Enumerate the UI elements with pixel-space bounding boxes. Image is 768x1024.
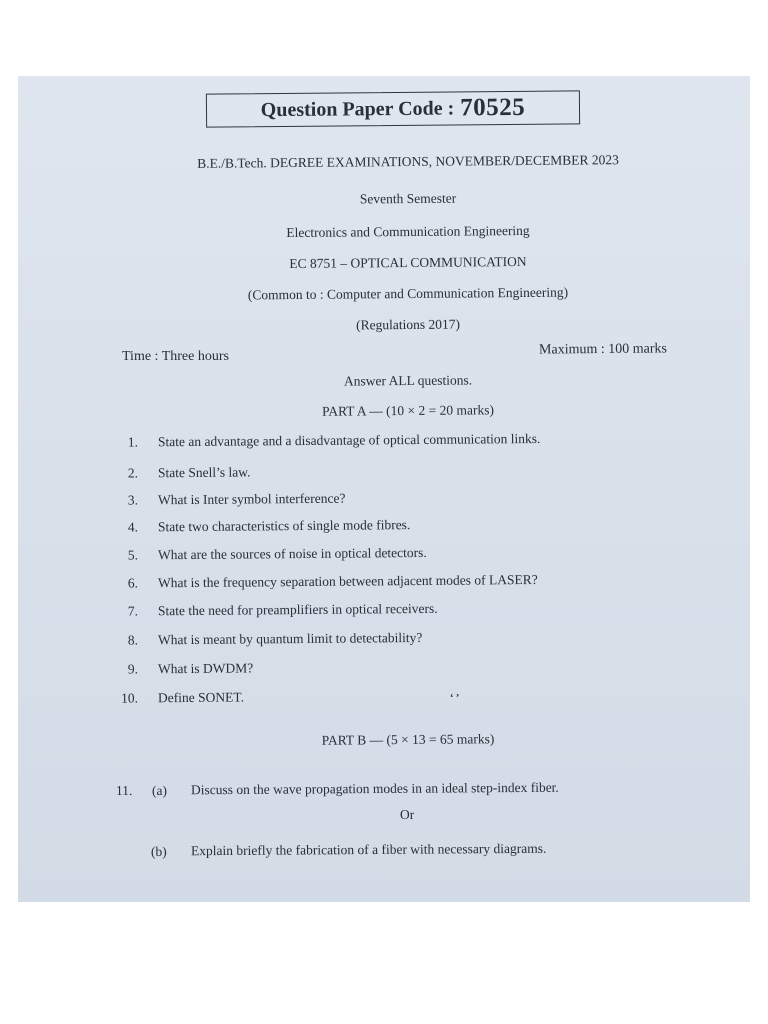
- course-title: EC 8751 – OPTICAL COMMUNICATION: [289, 253, 527, 272]
- question-text: What is Inter symbol interference?: [157, 490, 346, 508]
- question-11-number: 11.: [115, 782, 133, 799]
- question-11b-label: (b): [150, 843, 167, 860]
- exam-title: B.E./B.Tech. DEGREE EXAMINATIONS, NOVEMBER/DECEMBER 2023: [197, 152, 619, 171]
- department: Electronics and Communication Engineering: [286, 222, 530, 241]
- question-number: 2.: [127, 465, 139, 481]
- part-a-question: [118, 514, 718, 539]
- question-11b-text: Explain briefly the fabrication of a fiber with necessary diagrams.: [190, 840, 547, 859]
- part-a-question: [118, 542, 718, 567]
- part-a-question: [118, 570, 718, 595]
- question-text: State the need for preamplifiers in optical receivers.: [157, 600, 438, 619]
- part-a-question: [118, 685, 718, 710]
- part-a-question: [118, 460, 718, 485]
- question-text: State Snell’s law.: [157, 464, 251, 481]
- question-number: 5.: [127, 547, 139, 563]
- regulations: (Regulations 2017): [355, 316, 460, 333]
- maximum-marks: Maximum : 100 marks: [538, 341, 667, 358]
- part-a-question: [118, 487, 718, 512]
- question-number: 6.: [127, 575, 139, 591]
- code-label: Question Paper Code :: [260, 96, 455, 121]
- question-number: 10.: [121, 690, 139, 706]
- question-text: Define SONET.: [157, 689, 245, 706]
- question-number: 4.: [127, 519, 139, 535]
- part-a-question: [118, 656, 718, 681]
- part-a-title: PART A — (10 × 2 = 20 marks): [321, 402, 495, 419]
- question-number: 3.: [127, 492, 139, 508]
- question-number: 1.: [127, 434, 139, 450]
- stray-mark: ‘ ’: [450, 693, 460, 704]
- question-text: What is DWDM?: [157, 660, 254, 677]
- code-number: 70525: [460, 93, 526, 122]
- part-a-question: [118, 627, 718, 652]
- question-number: 7.: [127, 603, 139, 619]
- question-text: What are the sources of noise in optical detectors.: [157, 544, 427, 563]
- question-paper-code-box: [206, 90, 580, 127]
- part-a-question: [118, 429, 718, 454]
- question-text: State two characteristics of single mode fibres.: [157, 517, 411, 535]
- or-separator: Or: [399, 806, 415, 823]
- instruction: Answer ALL questions.: [343, 372, 473, 389]
- common-note: (Common to : Computer and Communication Engineering): [247, 284, 569, 303]
- question-number: 8.: [127, 632, 139, 648]
- part-b-title: PART B — (5 × 13 = 65 marks): [321, 731, 495, 748]
- question-number: 9.: [127, 661, 139, 677]
- question-text: State an advantage and a disadvantage of optical communication links.: [157, 430, 541, 450]
- time-allowed: Time : Three hours: [122, 349, 229, 364]
- question-text: What is meant by quantum limit to detectability?: [157, 629, 423, 648]
- semester: Seventh Semester: [359, 190, 457, 207]
- part-a-question: [118, 598, 718, 623]
- question-11a-text: Discuss on the wave propagation modes in an ideal step-index fiber.: [190, 779, 559, 798]
- question-11a-label: (a): [151, 782, 168, 799]
- question-text: What is the frequency separation between adjacent modes of LASER?: [157, 571, 538, 591]
- exam-paper-sheet: [18, 76, 750, 902]
